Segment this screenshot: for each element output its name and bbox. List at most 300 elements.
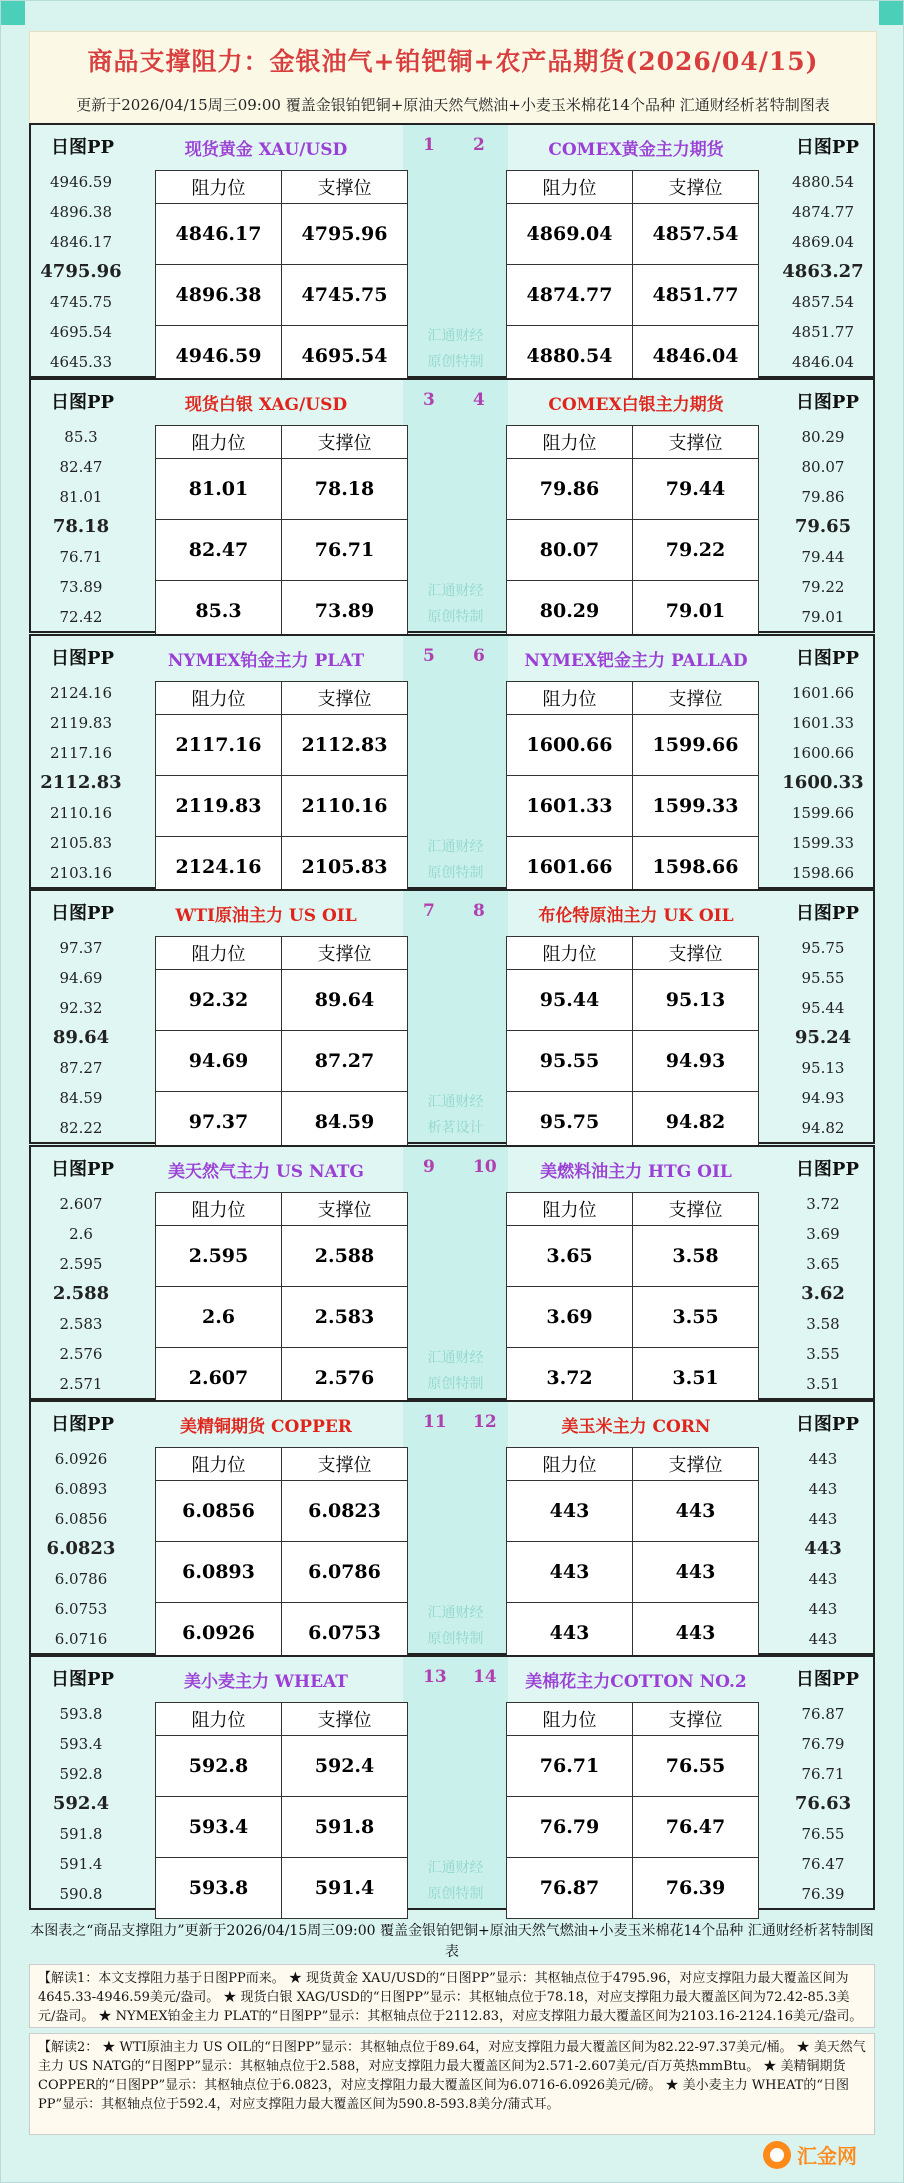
pp-value: 95.44 <box>801 999 845 1017</box>
support-value: 592.4 <box>282 1736 408 1797</box>
pp-value: 72.42 <box>59 608 103 626</box>
levels-header-row <box>507 1703 759 1736</box>
support-value: 78.18 <box>282 459 408 520</box>
resist-value: 80.07 <box>507 520 633 581</box>
resist-value: 6.0856 <box>156 1481 282 1542</box>
pp-list <box>31 167 131 377</box>
pp-value: 76.47 <box>801 1855 845 1873</box>
support-value: 2110.16 <box>282 776 408 837</box>
center-column <box>403 125 508 376</box>
pp-value: 3.72 <box>806 1195 840 1213</box>
pp-value: 6.0823 <box>46 1538 116 1559</box>
site-logo <box>759 2136 879 2174</box>
resist-header: 阻力位 <box>156 682 282 715</box>
resist-value: 443 <box>507 1603 633 1664</box>
resist-header: 阻力位 <box>507 682 633 715</box>
pp-value: 6.0893 <box>54 1480 108 1498</box>
resist-value: 82.47 <box>156 520 282 581</box>
item-number: 7 <box>423 901 435 921</box>
pp-value: 6.0753 <box>54 1600 108 1618</box>
pp-value: 79.86 <box>801 488 845 506</box>
levels-table <box>155 1447 408 1664</box>
pp-value: 1599.66 <box>791 804 855 822</box>
pp-value: 3.58 <box>806 1315 840 1333</box>
pp-value: 2117.16 <box>49 744 113 762</box>
support-value: 76.71 <box>282 520 408 581</box>
pp-value: 1600.66 <box>791 744 855 762</box>
support-value: 76.55 <box>633 1736 759 1797</box>
support-value: 3.58 <box>633 1226 759 1287</box>
pp-value: 443 <box>808 1450 838 1468</box>
pp-header: 日图PP <box>51 1159 115 1180</box>
support-header: 支撑位 <box>633 426 759 459</box>
center-column <box>403 380 508 631</box>
pp-value: 4846.17 <box>49 233 113 251</box>
levels-row <box>507 1031 759 1092</box>
intro-text: 本图表之“商品支撑阻力”更新于2026/04/15周三09:00 覆盖金银铂钯铜+原油天然气燃油+小麦玉米棉花14个品种 汇通财经析茗特制图表 <box>30 1923 874 1960</box>
pp-list <box>31 678 131 888</box>
support-value: 443 <box>633 1603 759 1664</box>
pp-value: 73.89 <box>59 578 103 596</box>
watermark: 汇通财经 <box>427 839 484 855</box>
pp-value: 2.583 <box>59 1315 103 1333</box>
pp-value: 593.4 <box>59 1735 103 1753</box>
commodity-name: NYMEX铂金主力 PLAT <box>167 651 365 671</box>
commodity-section <box>29 634 875 889</box>
pp-value: 3.51 <box>806 1375 840 1393</box>
commodity-name: 布伦特原油主力 UK OIL <box>538 906 734 926</box>
resist-value: 94.69 <box>156 1031 282 1092</box>
pp-list <box>773 1699 873 1909</box>
pp-value: 443 <box>804 1538 842 1559</box>
resist-header: 阻力位 <box>156 1448 282 1481</box>
note-1: 【解读1：本文支撑阻力基于日图PP而来。 ★ 现货黄金 XAU/USD的“日图PP”显示：其枢轴点位于4795.96，对应支撑阻力最大覆盖区间为4645.33-4946.59美元/盎司。 ★ 现货白银 XAG/USD的“日图PP”显示：其枢轴点位于78.18，对应支撑阻力最大覆盖区间为72.42-85.3美元/盎司。 ★ NYMEX铂金主力 PLAT的“日图PP”显示：其枢轴点位于2112.83，对应支撑阻力最大覆盖区间为2103.16-2124.16美元/盎司。 <box>29 1964 875 2028</box>
levels-header-row <box>507 171 759 204</box>
pp-header: 日图PP <box>795 1669 859 1690</box>
resist-value: 3.72 <box>507 1348 633 1409</box>
levels-header-row <box>156 426 408 459</box>
support-value: 4795.96 <box>282 204 408 265</box>
item-number: 5 <box>423 646 435 666</box>
pp-value: 6.0926 <box>54 1450 108 1468</box>
resist-header: 阻力位 <box>507 426 633 459</box>
pp-value: 94.93 <box>801 1089 845 1107</box>
pp-header: 日图PP <box>51 137 115 158</box>
resist-value: 3.65 <box>507 1226 633 1287</box>
support-value: 1598.66 <box>633 837 759 898</box>
pp-value: 4869.04 <box>791 233 855 251</box>
levels-row <box>156 520 408 581</box>
item-number: 9 <box>423 1157 435 1177</box>
resist-value: 2.6 <box>156 1287 282 1348</box>
levels-table <box>155 170 408 387</box>
levels-header-row <box>156 937 408 970</box>
resist-value: 592.8 <box>156 1736 282 1797</box>
commodity-name: 美精铜期货 COPPER <box>180 1417 352 1437</box>
pp-value: 95.13 <box>801 1059 845 1077</box>
pp-value: 78.18 <box>52 516 110 537</box>
resist-header: 阻力位 <box>507 937 633 970</box>
pp-value: 84.59 <box>59 1089 103 1107</box>
support-value: 443 <box>633 1542 759 1603</box>
pp-header: 日图PP <box>51 903 115 924</box>
header <box>29 31 877 125</box>
commodity-section <box>29 123 875 378</box>
pp-value: 1600.33 <box>782 772 864 793</box>
corner-decoration <box>1 1 25 25</box>
watermark: 原创特制 <box>427 1886 484 1902</box>
pp-value: 81.01 <box>59 488 103 506</box>
pp-header: 日图PP <box>795 648 859 669</box>
pp-header: 日图PP <box>795 903 859 924</box>
pp-value: 87.27 <box>59 1059 103 1077</box>
levels-row <box>507 1858 759 1919</box>
pp-value: 94.82 <box>801 1119 845 1137</box>
pp-value: 4695.54 <box>49 323 113 341</box>
commodity-name: 美天然气主力 US NATG <box>168 1162 364 1182</box>
levels-row <box>507 1542 759 1603</box>
commodity-name: 现货黄金 XAU/USD <box>184 140 348 160</box>
pp-header: 日图PP <box>795 1414 859 1435</box>
resist-header: 阻力位 <box>507 1703 633 1736</box>
pp-value: 1601.33 <box>791 714 855 732</box>
resist-header: 阻力位 <box>156 1193 282 1226</box>
watermark: 原创特制 <box>427 354 484 370</box>
pp-value: 76.39 <box>801 1885 845 1903</box>
pp-value: 3.69 <box>806 1225 840 1243</box>
pp-value: 79.22 <box>801 578 845 596</box>
levels-row <box>156 1736 408 1797</box>
levels-row <box>156 776 408 837</box>
levels-header-row <box>156 1448 408 1481</box>
pp-value: 4745.75 <box>49 293 113 311</box>
resist-value: 81.01 <box>156 459 282 520</box>
levels-table <box>506 1447 759 1664</box>
resist-value: 4869.04 <box>507 204 633 265</box>
levels-header-row <box>507 1448 759 1481</box>
levels-row <box>156 970 408 1031</box>
pp-list <box>773 422 873 632</box>
support-value: 2.576 <box>282 1348 408 1409</box>
commodity-section <box>29 1655 875 1910</box>
item-number: 1 <box>423 135 435 155</box>
levels-header-row <box>507 682 759 715</box>
pp-value: 590.8 <box>59 1885 103 1903</box>
levels-row <box>156 581 408 642</box>
pp-value: 2.6 <box>69 1225 93 1243</box>
pp-list <box>773 1444 873 1654</box>
pp-value: 2103.16 <box>49 864 113 882</box>
levels-row <box>507 204 759 265</box>
levels-row <box>156 204 408 265</box>
pp-value: 97.37 <box>59 939 103 957</box>
note-2: 【解读2： ★ WTI原油主力 US OIL的“日图PP”显示：其枢轴点位于89.64，对应支撑阻力最大覆盖区间为82.22-97.37美元/桶。 ★ 美天然气主力 US NATG的“日图PP”显示：其枢轴点位于2.588，对应支撑阻力最大覆盖区间为2.571-2.607美元/百万英热mmBtu。 ★ 美精铜期货 COPPER的“日图PP”显示：其枢轴点位于6.0823，对应支撑阻力最大覆盖区间为6.0716-6.0926美元/磅。 ★ 美小麦主力 WHEAT的“日图PP”显示：其枢轴点位于592.4，对应支撑阻力最大覆盖区间为590.8-593.8美分/蒲式耳。 <box>29 2033 875 2135</box>
levels-row <box>507 1481 759 1542</box>
support-header: 支撑位 <box>282 682 408 715</box>
levels-row <box>507 715 759 776</box>
resist-value: 95.55 <box>507 1031 633 1092</box>
resist-value: 2.607 <box>156 1348 282 1409</box>
pp-list <box>773 1189 873 1399</box>
pp-value: 85.3 <box>64 428 98 446</box>
pp-value: 592.8 <box>59 1765 103 1783</box>
pp-value: 2110.16 <box>49 804 113 822</box>
pp-value: 92.32 <box>59 999 103 1017</box>
support-value: 95.13 <box>633 970 759 1031</box>
resist-value: 92.32 <box>156 970 282 1031</box>
levels-row <box>156 459 408 520</box>
pp-value: 3.62 <box>801 1283 845 1304</box>
watermark: 原创特制 <box>427 1376 484 1392</box>
levels-table <box>506 1702 759 1919</box>
commodity-section <box>29 1400 875 1655</box>
pp-value: 3.65 <box>806 1255 840 1273</box>
support-value: 94.82 <box>633 1092 759 1153</box>
pp-value: 6.0716 <box>54 1630 108 1648</box>
support-value: 591.4 <box>282 1858 408 1919</box>
pp-value: 95.24 <box>794 1027 852 1048</box>
page-title: 商品支撑阻力：金银油气+铂钯铜+农产品期货(2026/04/15) <box>87 47 819 76</box>
levels-row <box>507 970 759 1031</box>
item-number: 12 <box>473 1412 497 1432</box>
levels-table <box>506 681 759 898</box>
resist-value: 6.0893 <box>156 1542 282 1603</box>
levels-header-row <box>507 1193 759 1226</box>
commodity-section <box>29 1145 875 1400</box>
pp-value: 443 <box>808 1480 838 1498</box>
watermark: 汇通财经 <box>427 328 484 344</box>
support-header: 支撑位 <box>282 1193 408 1226</box>
pp-value: 2.595 <box>59 1255 103 1273</box>
support-header: 支撑位 <box>633 1703 759 1736</box>
levels-row <box>507 581 759 642</box>
support-value: 6.0753 <box>282 1603 408 1664</box>
resist-value: 4880.54 <box>507 326 633 387</box>
pp-value: 80.07 <box>801 458 845 476</box>
item-number: 6 <box>473 646 485 666</box>
item-number: 10 <box>473 1157 497 1177</box>
support-header: 支撑位 <box>633 1448 759 1481</box>
pp-value: 4863.27 <box>782 261 864 282</box>
levels-row <box>156 1287 408 1348</box>
resist-value: 2124.16 <box>156 837 282 898</box>
support-value: 94.93 <box>633 1031 759 1092</box>
levels-header-row <box>156 1703 408 1736</box>
resist-value: 1600.66 <box>507 715 633 776</box>
levels-row <box>156 1481 408 1542</box>
pp-value: 79.44 <box>801 548 845 566</box>
support-value: 1599.33 <box>633 776 759 837</box>
resist-header: 阻力位 <box>156 1703 282 1736</box>
levels-row <box>156 1858 408 1919</box>
support-header: 支撑位 <box>282 937 408 970</box>
watermark: 原创特制 <box>427 865 484 881</box>
pp-value: 4896.38 <box>49 203 113 221</box>
support-value: 1599.66 <box>633 715 759 776</box>
watermark: 汇通财经 <box>427 1094 484 1110</box>
levels-row <box>156 265 408 326</box>
pp-value: 79.65 <box>794 516 852 537</box>
support-value: 6.0786 <box>282 1542 408 1603</box>
support-header: 支撑位 <box>633 1193 759 1226</box>
commodity-name: COMEX黄金主力期货 <box>548 140 724 160</box>
support-value: 79.22 <box>633 520 759 581</box>
levels-row <box>507 776 759 837</box>
pp-value: 4857.54 <box>791 293 855 311</box>
pp-value: 2.588 <box>52 1283 110 1304</box>
watermark: 汇通财经 <box>427 1605 484 1621</box>
pp-list <box>773 167 873 377</box>
pp-value: 76.79 <box>801 1735 845 1753</box>
pp-header: 日图PP <box>51 1669 115 1690</box>
support-value: 87.27 <box>282 1031 408 1092</box>
pp-value: 76.71 <box>801 1765 845 1783</box>
commodity-name: COMEX白银主力期货 <box>548 395 724 415</box>
levels-row <box>156 1797 408 1858</box>
watermark: 汇通财经 <box>427 1350 484 1366</box>
commodity-name: 美小麦主力 WHEAT <box>184 1672 348 1692</box>
support-header: 支撑位 <box>282 171 408 204</box>
levels-row <box>156 1226 408 1287</box>
pp-header: 日图PP <box>795 137 859 158</box>
resist-header: 阻力位 <box>507 1448 633 1481</box>
commodity-name: 现货白银 XAG/USD <box>184 395 348 415</box>
commodity-name: 美棉花主力COTTON NO.2 <box>525 1672 747 1692</box>
resist-value: 593.8 <box>156 1858 282 1919</box>
pp-value: 82.47 <box>59 458 103 476</box>
watermark: 汇通财经 <box>427 1860 484 1876</box>
levels-table <box>506 170 759 387</box>
pp-value: 2.576 <box>59 1345 103 1363</box>
pp-value: 2112.83 <box>40 772 122 793</box>
pp-header: 日图PP <box>795 392 859 413</box>
pp-value: 3.55 <box>806 1345 840 1363</box>
pp-value: 95.55 <box>801 969 845 987</box>
resist-value: 97.37 <box>156 1092 282 1153</box>
support-value: 2.588 <box>282 1226 408 1287</box>
resist-value: 6.0926 <box>156 1603 282 1664</box>
pp-value: 592.4 <box>52 1793 110 1814</box>
pp-value: 2119.83 <box>49 714 113 732</box>
pp-value: 593.8 <box>59 1705 103 1723</box>
support-value: 4857.54 <box>633 204 759 265</box>
pp-header: 日图PP <box>51 1414 115 1435</box>
resist-header: 阻力位 <box>507 171 633 204</box>
levels-row <box>507 1092 759 1153</box>
levels-row <box>507 1226 759 1287</box>
resist-value: 76.79 <box>507 1797 633 1858</box>
support-value: 4745.75 <box>282 265 408 326</box>
pp-value: 4645.33 <box>49 353 113 371</box>
pp-list <box>31 933 131 1143</box>
commodity-name: 美燃料油主力 HTG OIL <box>540 1162 732 1182</box>
item-number: 3 <box>423 390 435 410</box>
levels-row <box>156 715 408 776</box>
item-number: 14 <box>473 1667 497 1687</box>
support-header: 支撑位 <box>633 682 759 715</box>
resist-value: 85.3 <box>156 581 282 642</box>
support-value: 84.59 <box>282 1092 408 1153</box>
support-value: 443 <box>633 1481 759 1542</box>
levels-table <box>155 425 408 642</box>
watermark: 原创特制 <box>427 1631 484 1647</box>
pp-value: 2105.83 <box>49 834 113 852</box>
pp-value: 591.8 <box>59 1825 103 1843</box>
pp-value: 4846.04 <box>791 353 855 371</box>
item-number: 8 <box>473 901 485 921</box>
support-value: 4695.54 <box>282 326 408 387</box>
resist-value: 443 <box>507 1542 633 1603</box>
pp-value: 443 <box>808 1510 838 1528</box>
resist-header: 阻力位 <box>156 937 282 970</box>
levels-table <box>155 936 408 1153</box>
levels-header-row <box>156 171 408 204</box>
resist-value: 4946.59 <box>156 326 282 387</box>
pp-header: 日图PP <box>51 648 115 669</box>
pp-value: 1601.66 <box>791 684 855 702</box>
resist-value: 3.69 <box>507 1287 633 1348</box>
support-value: 73.89 <box>282 581 408 642</box>
pp-value: 4880.54 <box>791 173 855 191</box>
pp-value: 2124.16 <box>49 684 113 702</box>
pp-value: 4851.77 <box>791 323 855 341</box>
pp-value: 4946.59 <box>49 173 113 191</box>
pp-value: 89.64 <box>52 1027 110 1048</box>
levels-table <box>506 1192 759 1409</box>
levels-row <box>507 459 759 520</box>
support-value: 89.64 <box>282 970 408 1031</box>
pp-value: 80.29 <box>801 428 845 446</box>
levels-table <box>506 425 759 642</box>
levels-table <box>155 1192 408 1409</box>
support-header: 支撑位 <box>282 1448 408 1481</box>
pp-value: 76.55 <box>801 1825 845 1843</box>
levels-header-row <box>156 682 408 715</box>
support-value: 2.583 <box>282 1287 408 1348</box>
pp-list <box>31 1189 131 1399</box>
resist-header: 阻力位 <box>156 426 282 459</box>
resist-value: 2119.83 <box>156 776 282 837</box>
resist-value: 4846.17 <box>156 204 282 265</box>
levels-row <box>156 1031 408 1092</box>
resist-value: 593.4 <box>156 1797 282 1858</box>
support-value: 79.44 <box>633 459 759 520</box>
levels-table <box>506 936 759 1153</box>
item-number: 4 <box>473 390 485 410</box>
resist-value: 1601.66 <box>507 837 633 898</box>
support-header: 支撑位 <box>633 171 759 204</box>
levels-row <box>507 1736 759 1797</box>
resist-value: 76.87 <box>507 1858 633 1919</box>
center-column <box>403 1147 508 1398</box>
levels-header-row <box>507 426 759 459</box>
watermark: 汇通财经 <box>427 583 484 599</box>
support-header: 支撑位 <box>282 1703 408 1736</box>
resist-value: 95.75 <box>507 1092 633 1153</box>
commodity-name: WTI原油主力 US OIL <box>175 906 357 926</box>
pp-value: 443 <box>808 1630 838 1648</box>
resist-value: 4874.77 <box>507 265 633 326</box>
center-column <box>403 636 508 887</box>
pp-value: 443 <box>808 1570 838 1588</box>
resist-header: 阻力位 <box>507 1193 633 1226</box>
pp-value: 4795.96 <box>40 261 122 282</box>
levels-header-row <box>156 1193 408 1226</box>
pp-value: 82.22 <box>59 1119 103 1137</box>
commodity-section <box>29 889 875 1144</box>
pp-value: 76.63 <box>794 1793 852 1814</box>
item-number: 2 <box>473 135 485 155</box>
